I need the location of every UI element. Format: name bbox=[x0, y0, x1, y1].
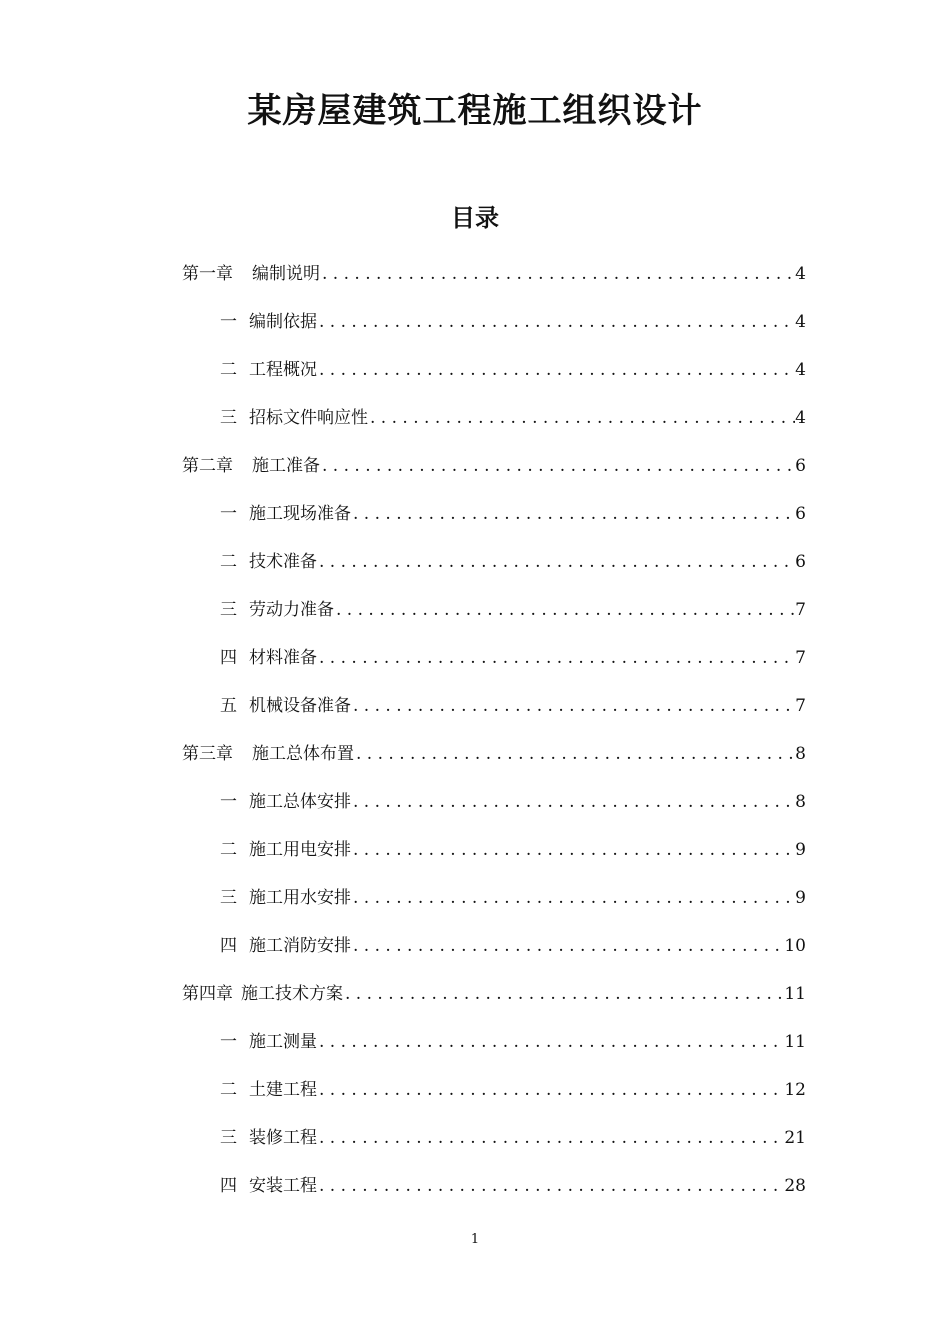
toc-entry-page: 6 bbox=[795, 552, 806, 572]
toc-entry-page: 8 bbox=[795, 744, 806, 764]
toc-chapter-entry[interactable] bbox=[182, 730, 806, 778]
toc-entry-page: 4 bbox=[795, 408, 806, 428]
toc-entry-number: 四 bbox=[220, 648, 237, 668]
toc-entry-label: 编制说明 bbox=[252, 264, 320, 284]
toc-dot-leader bbox=[317, 298, 795, 346]
toc-entry-label: 材料准备 bbox=[249, 648, 317, 668]
table-of-contents bbox=[182, 250, 806, 1210]
toc-entry-number: 二 bbox=[220, 840, 237, 860]
toc-section-entry[interactable] bbox=[182, 1018, 806, 1066]
toc-entry-label: 施工总体布置 bbox=[252, 744, 354, 764]
toc-dot-leader bbox=[317, 346, 795, 394]
toc-chapter-entry[interactable] bbox=[182, 970, 806, 1018]
toc-entry-number: 三 bbox=[220, 408, 237, 428]
toc-dot-leader bbox=[320, 442, 795, 490]
toc-entry-page: 28 bbox=[784, 1176, 806, 1196]
toc-entry-label: 施工技术方案 bbox=[241, 984, 343, 1004]
toc-entry-label: 施工用水安排 bbox=[249, 888, 351, 908]
toc-entry-label: 编制依据 bbox=[249, 312, 317, 332]
toc-entry-label: 安装工程 bbox=[249, 1176, 317, 1196]
toc-entry-page: 10 bbox=[784, 936, 806, 956]
toc-dot-leader bbox=[343, 970, 784, 1018]
toc-entry-number: 一 bbox=[220, 504, 237, 524]
toc-section-entry[interactable] bbox=[182, 922, 806, 970]
toc-section-entry[interactable] bbox=[182, 1162, 806, 1210]
toc-dot-leader bbox=[354, 730, 795, 778]
toc-section-entry[interactable] bbox=[182, 394, 806, 442]
toc-entry-number: 三 bbox=[220, 888, 237, 908]
toc-entry-page: 7 bbox=[795, 600, 806, 620]
toc-entry-label: 招标文件响应性 bbox=[249, 408, 368, 428]
toc-entry-label: 施工测量 bbox=[249, 1032, 317, 1052]
toc-dot-leader bbox=[317, 1162, 784, 1210]
toc-entry-page: 9 bbox=[795, 888, 806, 908]
page-number: 1 bbox=[470, 1232, 480, 1247]
toc-dot-leader bbox=[368, 394, 795, 442]
toc-entry-number: 四 bbox=[220, 936, 237, 956]
toc-section-entry[interactable] bbox=[182, 634, 806, 682]
toc-section-entry[interactable] bbox=[182, 778, 806, 826]
toc-entry-number: 二 bbox=[220, 552, 237, 572]
toc-entry-page: 7 bbox=[795, 696, 806, 716]
toc-dot-leader bbox=[351, 826, 795, 874]
toc-entry-number: 二 bbox=[220, 1080, 237, 1100]
toc-entry-number: 三 bbox=[220, 600, 237, 620]
toc-entry-label: 工程概况 bbox=[249, 360, 317, 380]
toc-entry-page: 4 bbox=[795, 264, 806, 284]
toc-section-entry[interactable] bbox=[182, 538, 806, 586]
toc-section-entry[interactable] bbox=[182, 298, 806, 346]
toc-chapter-entry[interactable] bbox=[182, 250, 806, 298]
toc-entry-label: 施工消防安排 bbox=[249, 936, 351, 956]
toc-entry-number: 三 bbox=[220, 1128, 237, 1148]
toc-entry-page: 11 bbox=[784, 1032, 806, 1052]
toc-entry-page: 8 bbox=[795, 792, 806, 812]
toc-entry-page: 11 bbox=[784, 984, 806, 1004]
toc-section-entry[interactable] bbox=[182, 682, 806, 730]
toc-section-entry[interactable] bbox=[182, 874, 806, 922]
toc-dot-leader bbox=[317, 538, 795, 586]
toc-section-entry[interactable] bbox=[182, 346, 806, 394]
toc-dot-leader bbox=[351, 922, 784, 970]
toc-dot-leader bbox=[351, 778, 795, 826]
toc-entry-label: 机械设备准备 bbox=[249, 696, 351, 716]
toc-dot-leader bbox=[317, 1018, 784, 1066]
toc-section-entry[interactable] bbox=[182, 1066, 806, 1114]
toc-dot-leader bbox=[351, 682, 795, 730]
toc-entry-page: 6 bbox=[795, 504, 806, 524]
toc-entry-label: 施工用电安排 bbox=[249, 840, 351, 860]
toc-dot-leader bbox=[320, 250, 795, 298]
toc-dot-leader bbox=[351, 490, 795, 538]
toc-entry-label: 劳动力准备 bbox=[249, 600, 334, 620]
toc-entry-number: 一 bbox=[220, 312, 237, 332]
toc-entry-number: 第一章 bbox=[182, 264, 233, 284]
toc-entry-label: 施工准备 bbox=[252, 456, 320, 476]
toc-entry-label: 土建工程 bbox=[249, 1080, 317, 1100]
toc-entry-number: 第四章 bbox=[182, 984, 233, 1004]
toc-heading: 目录 bbox=[451, 204, 499, 232]
toc-entry-number: 五 bbox=[220, 696, 237, 716]
toc-dot-leader bbox=[317, 1066, 784, 1114]
toc-entry-page: 6 bbox=[795, 456, 806, 476]
toc-entry-number: 一 bbox=[220, 792, 237, 812]
toc-entry-label: 施工现场准备 bbox=[249, 504, 351, 524]
toc-entry-page: 12 bbox=[784, 1080, 806, 1100]
toc-entry-number: 第三章 bbox=[182, 744, 233, 764]
toc-section-entry[interactable] bbox=[182, 826, 806, 874]
toc-dot-leader bbox=[317, 634, 795, 682]
toc-entry-page: 4 bbox=[795, 360, 806, 380]
toc-section-entry[interactable] bbox=[182, 586, 806, 634]
toc-entry-number: 二 bbox=[220, 360, 237, 380]
toc-dot-leader bbox=[351, 874, 795, 922]
toc-entry-number: 四 bbox=[220, 1176, 237, 1196]
toc-entry-label: 装修工程 bbox=[249, 1128, 317, 1148]
toc-entry-page: 9 bbox=[795, 840, 806, 860]
toc-section-entry[interactable] bbox=[182, 1114, 806, 1162]
toc-entry-number: 第二章 bbox=[182, 456, 233, 476]
toc-entry-number: 一 bbox=[220, 1032, 237, 1052]
toc-entry-label: 施工总体安排 bbox=[249, 792, 351, 812]
toc-chapter-entry[interactable] bbox=[182, 442, 806, 490]
toc-entry-label: 技术准备 bbox=[249, 552, 317, 572]
toc-entry-page: 7 bbox=[795, 648, 806, 668]
toc-entry-page: 4 bbox=[795, 312, 806, 332]
toc-section-entry[interactable] bbox=[182, 490, 806, 538]
toc-dot-leader bbox=[334, 586, 795, 634]
document-title: 某房屋建筑工程施工组织设计 bbox=[247, 91, 703, 131]
toc-dot-leader bbox=[317, 1114, 784, 1162]
toc-entry-page: 21 bbox=[784, 1128, 806, 1148]
